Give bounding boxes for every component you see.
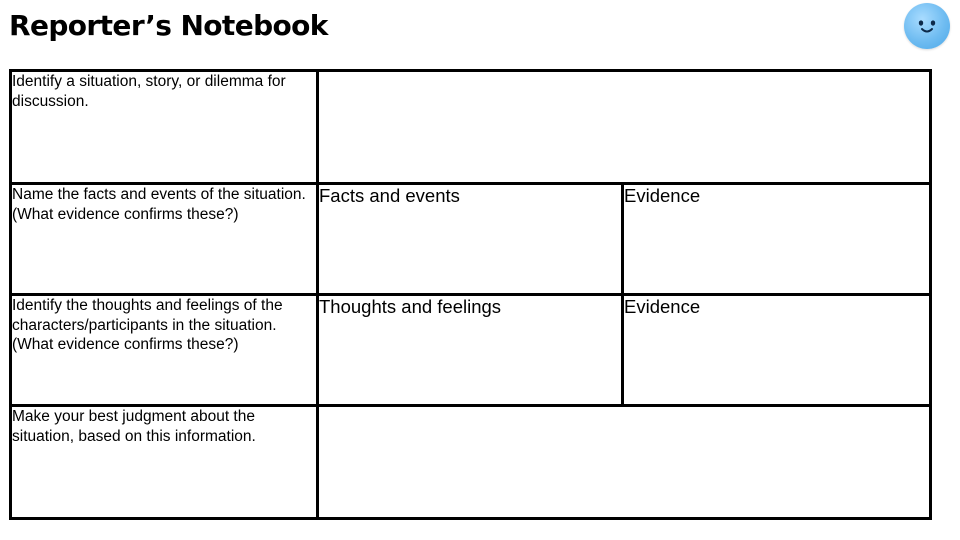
answer-cell[interactable]: [318, 406, 931, 519]
prompt-cell: [11, 184, 318, 295]
answer-cell[interactable]: [318, 71, 931, 184]
prompt-line: Identify the thoughts and feelings of the characters/participants in the situation.: [12, 297, 283, 334]
table-row: [11, 71, 931, 184]
prompt-line: Make your best judgment about the situation, based on this information.: [12, 408, 256, 445]
prompt-line: Identify a situation, story, or dilemma for discussion.: [12, 73, 286, 110]
page-title: Reporter’s Notebook: [9, 9, 328, 42]
evidence-cell[interactable]: Evidence: [623, 184, 931, 295]
smiley-face-icon: [904, 3, 950, 49]
avatar[interactable]: [904, 3, 950, 49]
prompt-cell: [11, 406, 318, 519]
reporters-notebook-table: [9, 69, 932, 520]
table-row: [11, 184, 931, 295]
prompt-cell: [11, 295, 318, 406]
thoughts-and-feelings-cell[interactable]: Thoughts and feelings: [318, 295, 623, 406]
evidence-cell[interactable]: Evidence: [623, 295, 931, 406]
table-row: [11, 295, 931, 406]
table-row: [11, 406, 931, 519]
facts-and-events-cell[interactable]: Facts and events: [318, 184, 623, 295]
prompt-line: Name the facts and events of the situation.: [12, 186, 306, 203]
prompt-cell: [11, 71, 318, 184]
prompt-line: (What evidence confirms these?): [12, 336, 239, 353]
prompt-line: (What evidence confirms these?): [12, 205, 239, 223]
